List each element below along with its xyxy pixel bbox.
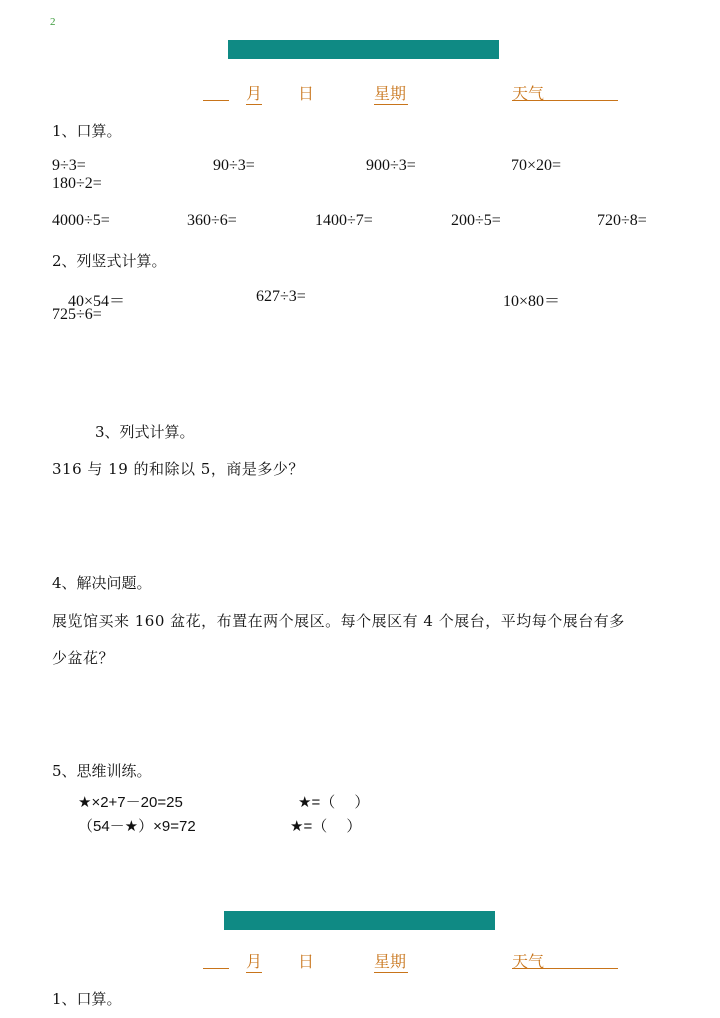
section-3-title: 3、列式计算。 [95,423,195,441]
section-1-title: 1、口算。 [52,122,122,140]
calc-item: 9÷3= [52,157,86,174]
calc-item: 180÷2= [52,175,102,192]
calc-item: 360÷6= [187,212,237,229]
calc-item: 725÷6= [52,306,102,323]
page-number: 2 [50,16,56,28]
header-day: 日 [298,84,315,103]
equation-1: ★×2+7－20=25 [78,794,183,811]
calc-item: 10×80＝ [503,293,561,310]
calc-item: 200÷5= [451,212,501,229]
accent-bar [224,911,495,930]
calc-item: 1400÷7= [315,212,373,229]
header-weather: 天气 [512,84,545,103]
answer-2: ★=（ ） [290,818,362,835]
problem-line-1: 展览馆买来 160 盆花，布置在两个展区。每个展区有 4 个展台，平均每个展台有多 [52,612,625,630]
problem-line-2: 少盆花？ [52,649,115,667]
calc-item: 900÷3= [366,157,416,174]
calc-item: 40×54＝ [68,293,126,310]
weather-line [512,84,618,101]
header-month: 月 [246,81,262,105]
header-weekday: 星期 [374,949,408,973]
blank-line [203,952,229,969]
header-weather: 天气 [512,952,545,971]
section-4-title: 4、解决问题。 [52,574,152,592]
calc-item: 90÷3= [213,157,255,174]
section-2-title: 2、列竖式计算。 [52,252,167,270]
answer-1: ★=（ ） [298,794,370,811]
calc-item: 4000÷5= [52,212,110,229]
equation-2: （54－★）×9=72 [78,818,196,835]
calc-item: 720÷8= [597,212,647,229]
blank-line [203,84,229,101]
calc-item: 627÷3= [256,288,306,305]
header-weekday: 星期 [374,81,408,105]
question-text: 316 与 19 的和除以 5，商是多少？ [52,460,304,478]
calc-item: 70×20= [511,157,562,174]
accent-bar [228,40,499,59]
header-month: 月 [246,949,262,973]
weather-line [512,952,618,969]
header-day: 日 [298,952,315,971]
section-5-title: 5、思维训练。 [52,762,152,780]
section-6-title: 1、口算。 [52,990,122,1008]
